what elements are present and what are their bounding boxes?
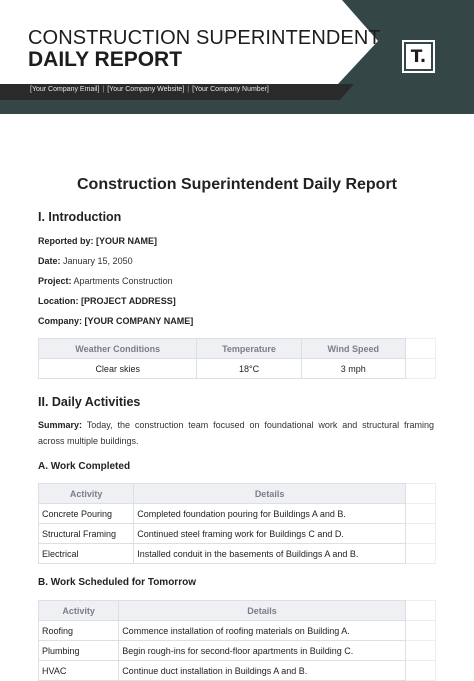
details-cell: Completed foundation pouring for Buildings A and B. [134, 504, 406, 524]
activity-cell: Structural Framing [39, 524, 134, 544]
summary-text: Today, the construction team focused on foundational work and structural framing across multiple buildings. [38, 420, 434, 446]
field-value: [YOUR NAME] [96, 236, 158, 246]
header-title-line1: CONSTRUCTION SUPERINTENDENT [28, 27, 381, 49]
header-banner [0, 0, 474, 114]
company-number: [Your Company Number] [192, 86, 269, 93]
header-title-line2: DAILY REPORT [28, 48, 183, 71]
field-value: Apartments Construction [73, 276, 173, 286]
activity-cell: HVAC [39, 661, 119, 681]
table-padding-cell [405, 621, 435, 641]
activity-cell: Roofing [39, 621, 119, 641]
work-scheduled-table [38, 600, 436, 681]
details-cell: Installed conduit in the basements of Buildings A and B. [134, 544, 406, 564]
table-padding-cell [405, 359, 435, 379]
table-padding-cell [405, 484, 435, 504]
column-header: Activity [39, 601, 119, 621]
column-header: Activity [39, 484, 134, 504]
activity-cell: Concrete Pouring [39, 504, 134, 524]
weather-table [38, 338, 436, 379]
table-padding-cell [405, 601, 435, 621]
table-header-row [39, 339, 436, 359]
field-location [38, 296, 176, 306]
details-cell: Continue duct installation in Buildings A and B. [119, 661, 406, 681]
column-header: Temperature [197, 339, 301, 359]
daily-activities-heading: II. Daily Activities [38, 395, 141, 409]
table-padding-cell [405, 544, 435, 564]
table-row [39, 641, 436, 661]
summary-paragraph [38, 417, 434, 449]
logo-letter: T. [404, 42, 433, 71]
details-cell: Continued steel framing work for Buildings C and D. [134, 524, 406, 544]
summary-label: Summary: [38, 420, 83, 430]
field-label: Company: [38, 316, 83, 326]
company-email: [Your Company Email] [30, 86, 100, 93]
table-row [39, 621, 436, 641]
details-cell: Commence installation of roofing materials on Building A. [119, 621, 406, 641]
header-contacts: [Your Company Email] | [Your Company Website] | [Your Company Number] [30, 86, 269, 93]
company-website: [Your Company Website] [107, 86, 185, 93]
weather-conditions-cell: Clear skies [39, 359, 197, 379]
table-row [39, 524, 436, 544]
table-padding-cell [405, 339, 435, 359]
field-date [38, 256, 133, 266]
field-project [38, 276, 173, 286]
column-header: Details [119, 601, 406, 621]
activity-cell: Electrical [39, 544, 134, 564]
work-completed-table [38, 483, 436, 564]
wind-speed-cell: 3 mph [301, 359, 405, 379]
field-company [38, 316, 193, 326]
field-value: [YOUR COMPANY NAME] [84, 316, 194, 326]
work-scheduled-heading: B. Work Scheduled for Tomorrow [38, 577, 196, 588]
field-label: Project: [38, 276, 72, 286]
table-row [39, 504, 436, 524]
introduction-heading: I. Introduction [38, 210, 122, 224]
work-completed-heading: A. Work Completed [38, 461, 131, 472]
table-padding-cell [405, 504, 435, 524]
activity-cell: Plumbing [39, 641, 119, 661]
table-padding-cell [405, 641, 435, 661]
company-logo [402, 40, 435, 73]
field-label: Reported by: [38, 236, 94, 246]
field-value: January 15, 2050 [63, 256, 133, 266]
field-label: Date: [38, 256, 61, 266]
column-header: Weather Conditions [39, 339, 197, 359]
table-row [39, 544, 436, 564]
field-label: Location: [38, 296, 79, 306]
table-header-row [39, 601, 436, 621]
temperature-cell: 18°C [197, 359, 301, 379]
document-title: Construction Superintendent Daily Report [76, 176, 397, 193]
table-row [39, 359, 436, 379]
table-header-row [39, 484, 436, 504]
column-header: Details [134, 484, 406, 504]
field-value: [PROJECT ADDRESS] [81, 296, 176, 306]
table-row [39, 661, 436, 681]
table-padding-cell [405, 661, 435, 681]
table-padding-cell [405, 524, 435, 544]
column-header: Wind Speed [301, 339, 405, 359]
field-reported-by [38, 236, 157, 246]
details-cell: Begin rough-ins for second-floor apartments in Building C. [119, 641, 406, 661]
